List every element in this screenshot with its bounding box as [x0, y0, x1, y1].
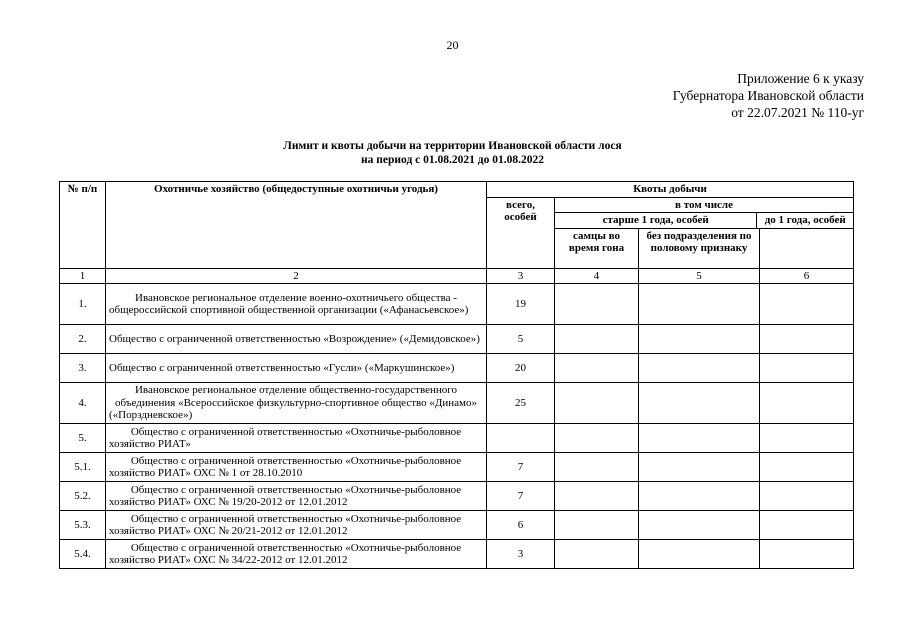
row-males: [555, 424, 639, 453]
column-number: 5: [639, 268, 760, 284]
row-young: [760, 424, 854, 453]
table-row: [60, 424, 854, 453]
header-younger-spacer: [760, 228, 854, 268]
row-young: [760, 453, 854, 482]
row-num: 5.2.: [60, 482, 106, 511]
row-no-sex: [639, 424, 760, 453]
row-org: Ивановское региональное отделение общественно-государственного объединения «Всероссийское физкультурно-спортивное общество «Динамо» («Порздневское»): [106, 383, 487, 424]
row-males: [555, 383, 639, 424]
row-no-sex: [639, 325, 760, 354]
row-total: 7: [487, 482, 555, 511]
page-number: 20: [446, 38, 459, 52]
header-younger-top: [757, 213, 853, 228]
header-younger: до 1 года, особей: [764, 214, 846, 226]
appendix-block: [673, 70, 864, 121]
row-total: 7: [487, 453, 555, 482]
row-org: Общество с ограниченной ответственностью «Охотничье-рыболовное хозяйство РИАТ»: [106, 424, 487, 453]
row-org: Общество с ограниченной ответственностью «Возрождение» («Демидовское»): [106, 325, 487, 354]
appendix-line-3: от 22.07.2021 № 110-уг: [731, 105, 864, 120]
table-row: [60, 482, 854, 511]
row-males: [555, 453, 639, 482]
row-young: [760, 284, 854, 325]
row-total: [487, 424, 555, 453]
row-no-sex: [639, 383, 760, 424]
row-total: 19: [487, 284, 555, 325]
quota-table: [59, 181, 854, 569]
row-num: 5.3.: [60, 511, 106, 540]
appendix-line-2: Губернатора Ивановской области: [672, 88, 864, 103]
table-row: [60, 284, 854, 325]
row-males: [555, 284, 639, 325]
column-number: 6: [760, 268, 854, 284]
row-no-sex: [639, 453, 760, 482]
row-young: [760, 511, 854, 540]
document-title: [0, 139, 905, 167]
row-males: [555, 511, 639, 540]
row-num: 4.: [60, 383, 106, 424]
row-young: [760, 383, 854, 424]
header-quotas: Квоты добычи: [487, 182, 854, 198]
row-total: 6: [487, 511, 555, 540]
column-number-row: [60, 268, 854, 284]
row-no-sex: [639, 284, 760, 325]
column-number: 4: [555, 268, 639, 284]
row-num: 2.: [60, 325, 106, 354]
row-total: 3: [487, 540, 555, 569]
header-no-sex: без подразделения по половому признаку: [639, 228, 760, 268]
row-num: 5.4.: [60, 540, 106, 569]
row-org: Общество с ограниченной ответственностью «Охотничье-рыболовное хозяйство РИАТ» ОХС № 34/22-2012 от 12.01.2012: [106, 540, 487, 569]
document-title-line-2: на период с 01.08.2021 до 01.08.2022: [361, 154, 544, 166]
header-older: старше 1 года, особей: [555, 213, 757, 228]
row-org: Ивановское региональное отделение военно-охотничьего общества - общероссийской спортивной общественной организации («Афанасьевское»): [106, 284, 487, 325]
table-row: [60, 453, 854, 482]
document-title-line-1: Лимит и квоты добычи на территории Ивановской области лося: [283, 140, 622, 152]
row-org: Общество с ограниченной ответственностью «Охотничье-рыболовное хозяйство РИАТ» ОХС № 20/21-2012 от 12.01.2012: [106, 511, 487, 540]
appendix-line-1: Приложение 6 к указу: [737, 71, 864, 86]
header-including: в том числе: [555, 198, 853, 214]
row-num: 3.: [60, 354, 106, 383]
table-row: [60, 325, 854, 354]
row-young: [760, 325, 854, 354]
row-num: 1.: [60, 284, 106, 325]
row-males: [555, 540, 639, 569]
header-including-group: [555, 197, 854, 228]
row-young: [760, 482, 854, 511]
row-num: 5.: [60, 424, 106, 453]
header-num: № п/п: [60, 182, 106, 269]
column-number: 1: [60, 268, 106, 284]
header-total: всего, особей: [487, 197, 555, 268]
row-no-sex: [639, 482, 760, 511]
table-row: [60, 383, 854, 424]
row-males: [555, 325, 639, 354]
table-row: [60, 354, 854, 383]
row-no-sex: [639, 511, 760, 540]
column-number: 3: [487, 268, 555, 284]
row-org: Общество с ограниченной ответственностью «Охотничье-рыболовное хозяйство РИАТ» ОХС № 19/20-2012 от 12.01.2012: [106, 482, 487, 511]
header-males: самцы во время гона: [555, 228, 639, 268]
row-no-sex: [639, 354, 760, 383]
row-org: Общество с ограниченной ответственностью «Охотничье-рыболовное хозяйство РИАТ» ОХС № 1 от 28.10.2010: [106, 453, 487, 482]
row-males: [555, 354, 639, 383]
row-total: 5: [487, 325, 555, 354]
row-young: [760, 540, 854, 569]
header-farm: Охотничье хозяйство (общедоступные охотничьи угодья): [106, 182, 487, 269]
row-total: 25: [487, 383, 555, 424]
row-org: Общество с ограниченной ответственностью «Гусли» («Маркушинское»): [106, 354, 487, 383]
row-no-sex: [639, 540, 760, 569]
row-males: [555, 482, 639, 511]
row-num: 5.1.: [60, 453, 106, 482]
row-young: [760, 354, 854, 383]
column-number: 2: [106, 268, 487, 284]
table-row: [60, 511, 854, 540]
table-row: [60, 540, 854, 569]
row-total: 20: [487, 354, 555, 383]
